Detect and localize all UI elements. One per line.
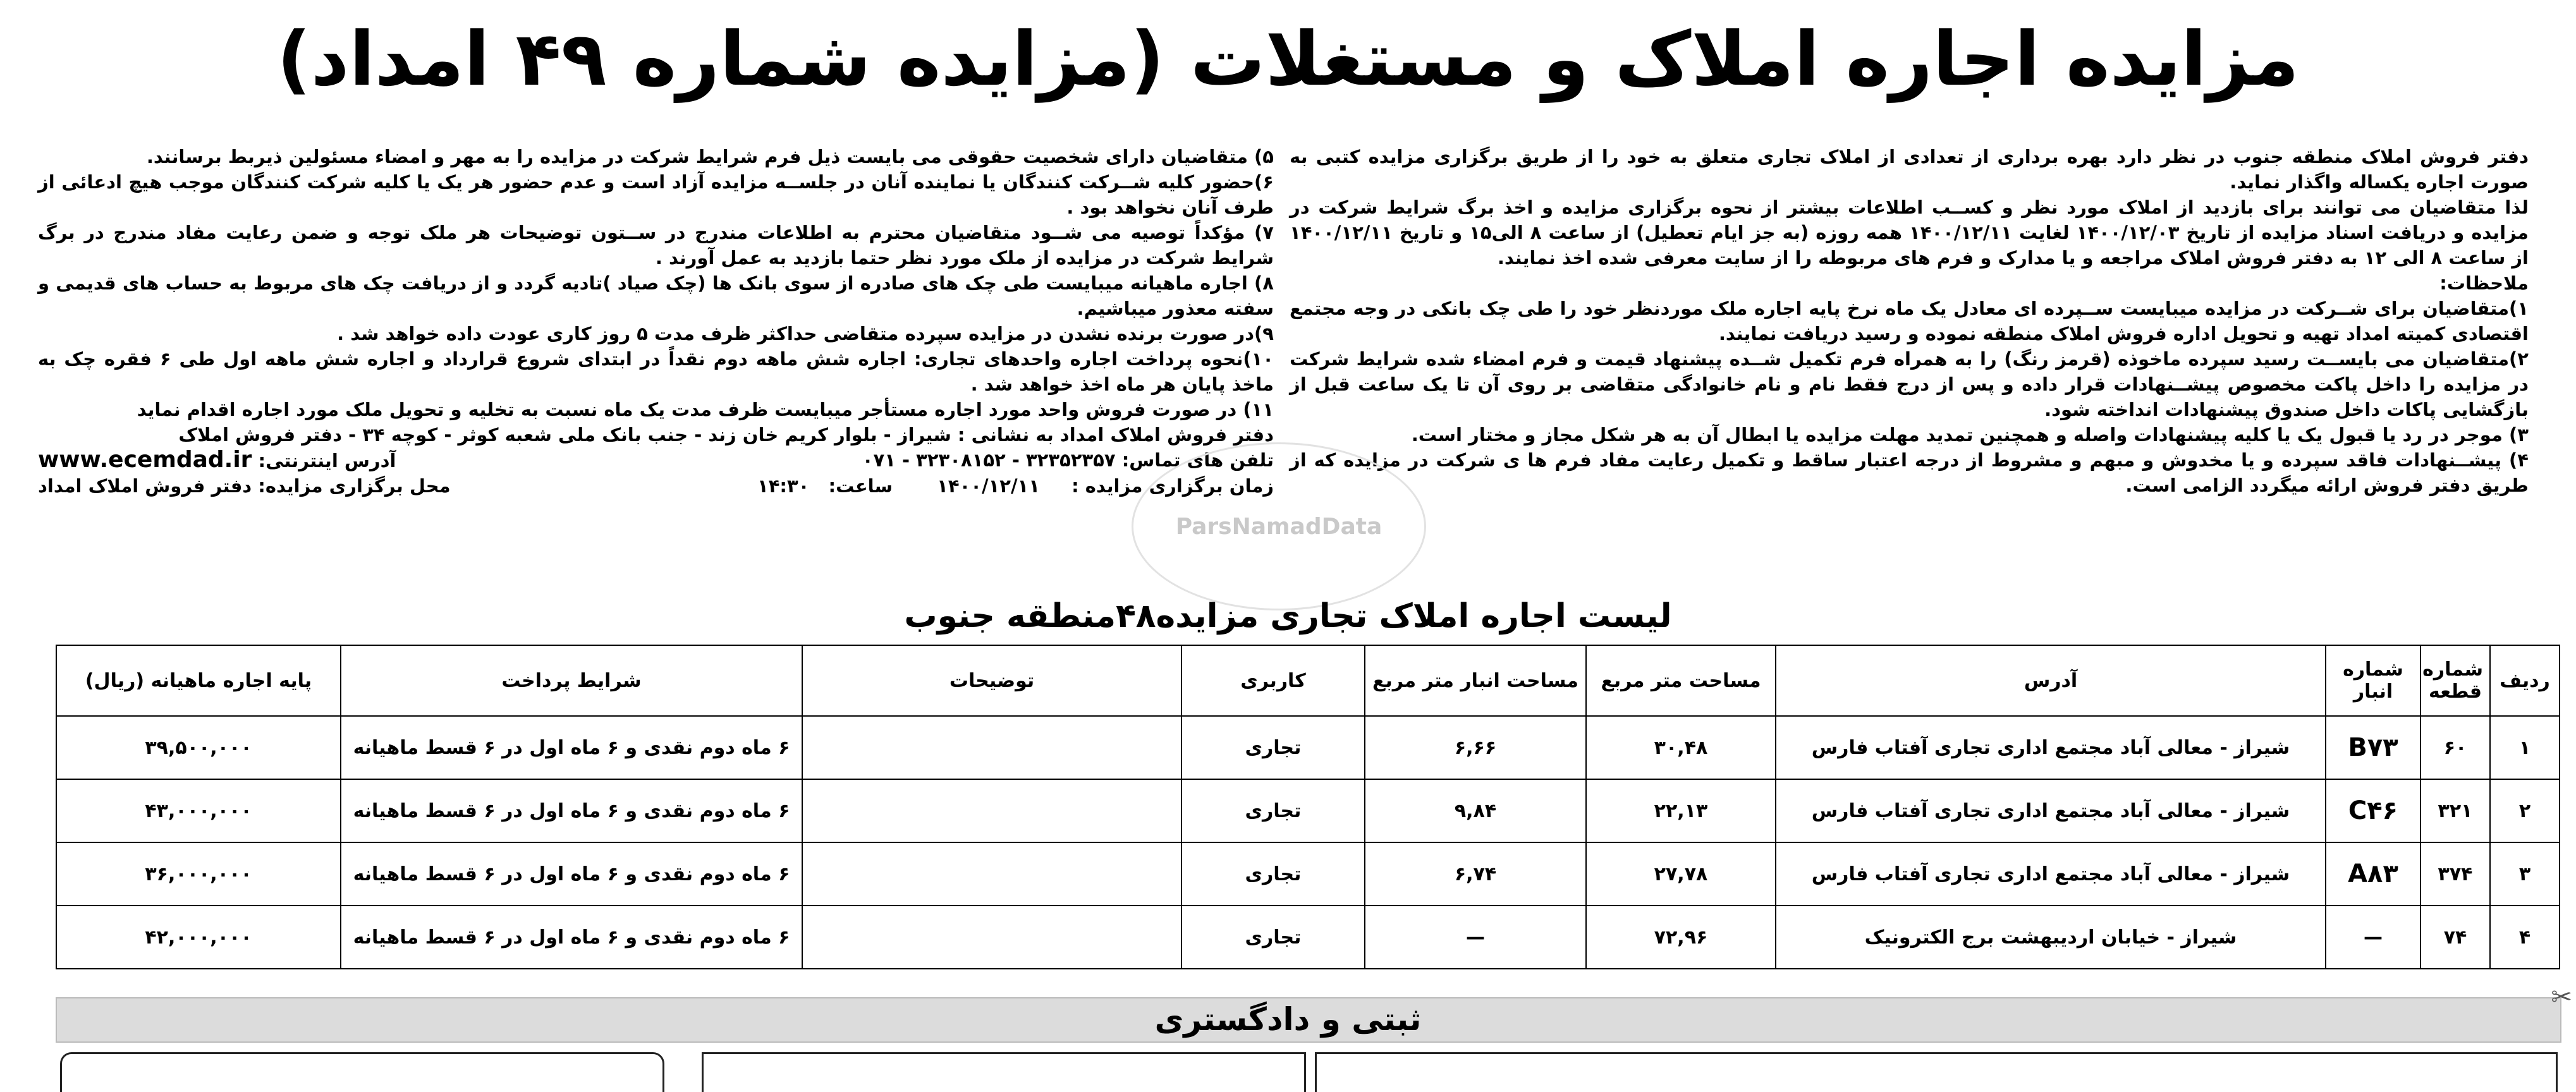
phone-label: تلفن های تماس:	[1121, 449, 1274, 471]
cell-storage-number: —	[2326, 906, 2420, 969]
cell-area: ۷۲,۹۶	[1586, 906, 1776, 969]
note-7: ۷) مؤکداً توصیه می شــود متقاضیان محترم به اطلاعات مندرج در ســتون توضیحات هر ملک توجه و ضمن رعایت مفاد مندرج در برگ شرایط شرکت در مزایده از ملک مورد نظر حتما بازدید به عمل آورند .	[38, 222, 1274, 269]
place-value: دفتر فروش املاک امداد	[38, 475, 252, 497]
cell-area: ۲۷,۷۸	[1586, 842, 1776, 906]
cell-payment-terms: ۶ ماه دوم نقدی و ۶ ماه اول در ۶ قسط ماهیانه	[341, 842, 802, 906]
cell-area: ۲۲,۱۳	[1586, 779, 1776, 842]
cell-description	[802, 906, 1181, 969]
header-plot-number: شماره قطعه	[2420, 645, 2490, 716]
header-row-number: ردیف	[2490, 645, 2560, 716]
cell-base-rent: ۳۹,۵۰۰,۰۰۰	[56, 716, 341, 779]
note-2: ۲)متقاضیان می بایســت رسید سپرده ماخوذه (قرمز رنگ) را به همراه فرم تکمیل شــده پیشنهاد قیمت و فرم امضاء شده شرایط شرکت در مزایده را داخل پاکت مخصوص پیشــنهادات قرار داده و پس از درج فقط نام و نام خانوادگی متقاضی بر روی آن تا یک ساعت قبل از بازگشایی پاکات داخل صندوق پیشنهادات انداخته شود.	[1290, 348, 2529, 420]
cell-storage-area: ۶,۷۴	[1365, 842, 1586, 906]
cell-storage-area: —	[1365, 906, 1586, 969]
cell-plot-number: ۶۰	[2420, 716, 2490, 779]
table-row	[56, 716, 2560, 779]
place-label: محل برگزاری مزایده:	[258, 475, 451, 497]
watermark-seal: ParsNamadData	[1132, 442, 1426, 610]
cell-description	[802, 779, 1181, 842]
table-row	[56, 842, 2560, 906]
cell-usage: تجاری	[1181, 906, 1365, 969]
note-9: ۹)در صورت برنده نشدن در مزایده سپرده متقاضی حداکثر ظرف مدت ۵ روز کاری عودت داده خواهد شد .	[337, 323, 1274, 344]
contact-row-phone	[38, 447, 1274, 473]
note-11: ۱۱) در صورت فروش واحد مورد اجاره مستأجر میبایست ظرف مدت یک ماه نسبت به تخلیه و تحویل ملک مورد اجاره اقدام نماید	[137, 399, 1274, 420]
cell-address: شیراز - معالی آباد مجتمع اداری تجاری آفتاب فارس	[1776, 779, 2326, 842]
note-1: ۱)متقاضیان برای شــرکت در مزایده میبایست ســپرده ای معادل یک ماه نرخ پایه اجاره ملک موردنظر خود را طی چک بانکی در وجه مجتمع اقتصادی کمیته امداد تهیه و تحویل اداره فروش املاک منطقه نموده و رسید دریافت نمایند.	[1290, 298, 2529, 344]
header-address: آدرس	[1776, 645, 2326, 716]
cell-address: شیراز - معالی آباد مجتمع اداری تجاری آفتاب فارس	[1776, 842, 2326, 906]
cell-usage: تجاری	[1181, 779, 1365, 842]
cell-address: شیراز - معالی آباد مجتمع اداری تجاری آفتاب فارس	[1776, 716, 2326, 779]
next-ad-box	[702, 1052, 1306, 1092]
note-3: ۳) موجر در رد یا قبول یک یا کلیه پیشنهادات واصله و همچنین تمدید مهلت مزایده یا ابطال آن به هر شکل مجاز و مختار است.	[1411, 424, 2529, 446]
next-ad-box	[1315, 1052, 2558, 1092]
cell-storage-number: B۷۳	[2326, 716, 2420, 779]
cell-base-rent: ۳۶,۰۰۰,۰۰۰	[56, 842, 341, 906]
cell-base-rent: ۴۲,۰۰۰,۰۰۰	[56, 906, 341, 969]
phone-value: ۰۷۱ - ۳۲۳۰۸۱۵۲ - ۳۲۳۵۲۳۵۷	[862, 449, 1116, 471]
cell-usage: تجاری	[1181, 716, 1365, 779]
note-4: ۴) پیشــنهادات فاقد سپرده و یا مخدوش و مبهم و مشروط از درجه اعتبار ساقط و تکمیل رعایت مفاد فرم ها ی شرکت در مزایده که از طریق دفتر فروش ارائه میگردد الزامی است.	[1290, 449, 2529, 496]
note-6: ۶)حضور کلیه شــرکت کنندگان یا نماینده آنان در جلســه مزایده آزاد است و عدم حضور هر یک یا کلیه شرکت کنندگان موجب هیچ ادعائی از طرف آنان نخواهد بود .	[38, 171, 1274, 218]
cell-payment-terms: ۶ ماه دوم نقدی و ۶ ماه اول در ۶ قسط ماهیانه	[341, 906, 802, 969]
time-label: ساعت:	[828, 475, 893, 497]
cell-address: شیراز - خیابان اردیبهشت برج الکترونیک	[1776, 906, 2326, 969]
header-area: مساحت متر مربع	[1586, 645, 1776, 716]
note-10: ۱۰)نحوه پرداخت اجاره واحدهای تجاری: اجاره شش ماهه دوم نقداً در ابتدای شروع قرارداد و اجاره شش ماهه اول طی ۶ فقره چک به ماخذ پایان هر ماه اخذ خواهد شد .	[38, 348, 1274, 395]
listings-table	[56, 645, 2560, 969]
table-row	[56, 906, 2560, 969]
cell-plot-number: ۳۲۱	[2420, 779, 2490, 842]
site-label: آدرس اینترنتی:	[258, 450, 396, 471]
header-storage-area: مساحت انبار متر مربع	[1365, 645, 1586, 716]
cell-plot-number: ۳۷۴	[2420, 842, 2490, 906]
date-label: زمان برگزاری مزایده :	[1071, 475, 1274, 497]
site-link[interactable]: www.ecemdad.ir	[38, 447, 252, 473]
cell-plot-number: ۷۴	[2420, 906, 2490, 969]
cell-row-number: ۲	[2490, 779, 2560, 842]
cell-area: ۳۰,۴۸	[1586, 716, 1776, 779]
date-value: ۱۴۰۰/۱۲/۱۱	[937, 475, 1040, 497]
cell-row-number: ۴	[2490, 906, 2560, 969]
cell-base-rent: ۴۳,۰۰۰,۰۰۰	[56, 779, 341, 842]
cell-storage-area: ۶,۶۶	[1365, 716, 1586, 779]
table-title: لیست اجاره املاک تجاری مزایده۴۸منطقه جنوب	[904, 597, 1672, 635]
cell-row-number: ۱	[2490, 716, 2560, 779]
cell-description	[802, 842, 1181, 906]
section-title: ثبتی و دادگستری	[1154, 1001, 1422, 1038]
cell-storage-area: ۹,۸۴	[1365, 779, 1586, 842]
cell-description	[802, 716, 1181, 779]
page-title: مزایده اجاره املاک و مستغلات (مزایده شماره ۴۹ امداد)	[276, 15, 2300, 102]
header-usage: کاربری	[1181, 645, 1365, 716]
header-description: توضیحات	[802, 645, 1181, 716]
scissors-icon: ✂	[2551, 983, 2572, 1012]
header-payment-terms: شرایط پرداخت	[341, 645, 802, 716]
time-value: ۱۴:۳۰	[757, 475, 810, 497]
notice-right-column	[1290, 144, 2529, 498]
header-storage-number: شماره انبار	[2326, 645, 2420, 716]
visit-paragraph: لذا متقاضیان می توانند برای بازدید از املاک مورد نظر و کســب اطلاعات بیشتر از نحوه برگزاری مزایده و اخذ برگ شرایط شرکت در مزایده و دریافت اسناد مزایده از تاریخ ۱۴۰۰/۱۲/۰۳ لغایت ۱۴۰۰/۱۲/۱۱ همه روزه (به جز ایام تعطیل) از ساعت ۸ الی۱۵ و تاریخ ۱۴۰۰/۱۲/۱۱ از ساعت ۸ الی ۱۲ به دفتر فروش املاک مراجعه و یا مدارک و فرم های مربوطه را از سایت معرفی شده اخذ نمایند.	[1290, 197, 2529, 269]
note-8: ۸) اجاره ماهیانه میبایست طی چک های صادره از سوی بانک ها (چک صیاد )تادیه گردد و از دریافت چک های مربوط به حساب های قدیمی و سفته معذور میباشیم.	[38, 272, 1274, 319]
intro-paragraph: دفتر فروش املاک منطقه جنوب در نظر دارد بهره برداری از تعدادی از املاک تجاری متعلق به خود را از طریق برگزاری مزایده کتبی به صورت اجاره یکساله واگذار نماید.	[1290, 146, 2529, 193]
cell-storage-number: A۸۳	[2326, 842, 2420, 906]
cell-row-number: ۳	[2490, 842, 2560, 906]
office-address: دفتر فروش املاک امداد به نشانی : شیراز - بلوار کریم خان زند - جنب بانک ملی شعبه کوثر - کوچه ۳۴ - دفتر فروش املاک	[178, 424, 1274, 446]
notes-heading: ملاحظات:	[2439, 272, 2529, 294]
table-header-row	[56, 645, 2560, 716]
cell-payment-terms: ۶ ماه دوم نقدی و ۶ ماه اول در ۶ قسط ماهیانه	[341, 779, 802, 842]
table-row	[56, 779, 2560, 842]
cell-payment-terms: ۶ ماه دوم نقدی و ۶ ماه اول در ۶ قسط ماهیانه	[341, 716, 802, 779]
cell-storage-number: C۴۶	[2326, 779, 2420, 842]
cell-usage: تجاری	[1181, 842, 1365, 906]
header-base-rent: پایه اجاره ماهیانه (ریال)	[56, 645, 341, 716]
notice-left-column	[38, 144, 1274, 499]
note-5: ۵) متقاضیان دارای شخصیت حقوقی می بایست ذیل فرم شرایط شرکت در مزایده را به مهر و امضاء مسئولین ذیربط برسانند.	[146, 146, 1274, 167]
next-ad-box	[60, 1052, 664, 1092]
contact-row-date	[38, 473, 1274, 499]
